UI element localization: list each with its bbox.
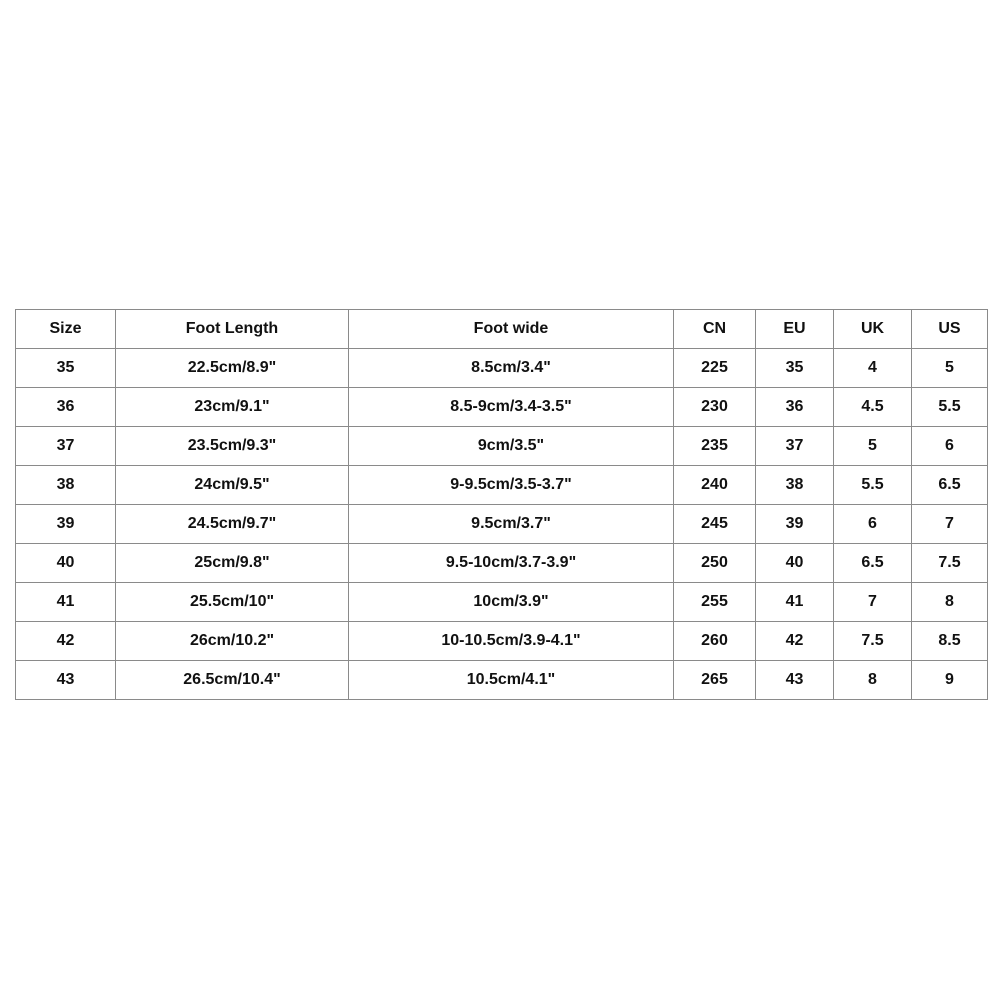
header-uk: UK xyxy=(834,310,912,349)
cell-us: 6 xyxy=(912,427,988,466)
cell-size: 40 xyxy=(16,544,116,583)
header-foot-length: Foot Length xyxy=(116,310,349,349)
cell-eu: 36 xyxy=(756,388,834,427)
cell-cn: 245 xyxy=(674,505,756,544)
cell-foot-length: 25cm/9.8" xyxy=(116,544,349,583)
cell-foot-length: 24.5cm/9.7" xyxy=(116,505,349,544)
table-row xyxy=(16,583,988,622)
header-size: Size xyxy=(16,310,116,349)
cell-foot-length: 22.5cm/8.9" xyxy=(116,349,349,388)
cell-eu: 39 xyxy=(756,505,834,544)
header-us: US xyxy=(912,310,988,349)
cell-cn: 265 xyxy=(674,661,756,700)
cell-foot-wide: 9cm/3.5" xyxy=(349,427,674,466)
cell-uk: 5 xyxy=(834,427,912,466)
header-eu: EU xyxy=(756,310,834,349)
cell-eu: 41 xyxy=(756,583,834,622)
cell-size: 42 xyxy=(16,622,116,661)
cell-foot-length: 26.5cm/10.4" xyxy=(116,661,349,700)
cell-us: 8.5 xyxy=(912,622,988,661)
header-cn: CN xyxy=(674,310,756,349)
cell-cn: 225 xyxy=(674,349,756,388)
cell-size: 41 xyxy=(16,583,116,622)
cell-us: 9 xyxy=(912,661,988,700)
table-row xyxy=(16,661,988,700)
cell-eu: 38 xyxy=(756,466,834,505)
table-header-row xyxy=(16,310,988,349)
cell-foot-wide: 9.5cm/3.7" xyxy=(349,505,674,544)
cell-us: 7.5 xyxy=(912,544,988,583)
cell-cn: 230 xyxy=(674,388,756,427)
cell-foot-length: 25.5cm/10" xyxy=(116,583,349,622)
cell-us: 5.5 xyxy=(912,388,988,427)
cell-eu: 37 xyxy=(756,427,834,466)
table-row xyxy=(16,505,988,544)
cell-eu: 43 xyxy=(756,661,834,700)
table-row xyxy=(16,622,988,661)
cell-us: 5 xyxy=(912,349,988,388)
cell-foot-wide: 10cm/3.9" xyxy=(349,583,674,622)
cell-foot-wide: 8.5cm/3.4" xyxy=(349,349,674,388)
cell-foot-wide: 10.5cm/4.1" xyxy=(349,661,674,700)
cell-size: 43 xyxy=(16,661,116,700)
table-row xyxy=(16,544,988,583)
cell-us: 6.5 xyxy=(912,466,988,505)
cell-size: 36 xyxy=(16,388,116,427)
cell-uk: 5.5 xyxy=(834,466,912,505)
cell-foot-length: 23cm/9.1" xyxy=(116,388,349,427)
cell-foot-length: 23.5cm/9.3" xyxy=(116,427,349,466)
table-row xyxy=(16,427,988,466)
cell-cn: 235 xyxy=(674,427,756,466)
cell-foot-wide: 10-10.5cm/3.9-4.1" xyxy=(349,622,674,661)
cell-foot-length: 26cm/10.2" xyxy=(116,622,349,661)
cell-us: 7 xyxy=(912,505,988,544)
cell-foot-length: 24cm/9.5" xyxy=(116,466,349,505)
cell-cn: 255 xyxy=(674,583,756,622)
cell-eu: 42 xyxy=(756,622,834,661)
cell-foot-wide: 9-9.5cm/3.5-3.7" xyxy=(349,466,674,505)
cell-uk: 6.5 xyxy=(834,544,912,583)
cell-cn: 260 xyxy=(674,622,756,661)
cell-size: 39 xyxy=(16,505,116,544)
cell-cn: 250 xyxy=(674,544,756,583)
cell-size: 35 xyxy=(16,349,116,388)
cell-uk: 6 xyxy=(834,505,912,544)
cell-eu: 35 xyxy=(756,349,834,388)
table-row xyxy=(16,388,988,427)
cell-eu: 40 xyxy=(756,544,834,583)
cell-uk: 4.5 xyxy=(834,388,912,427)
table-row xyxy=(16,349,988,388)
cell-uk: 7.5 xyxy=(834,622,912,661)
cell-foot-wide: 8.5-9cm/3.4-3.5" xyxy=(349,388,674,427)
cell-us: 8 xyxy=(912,583,988,622)
cell-size: 37 xyxy=(16,427,116,466)
cell-uk: 7 xyxy=(834,583,912,622)
table-row xyxy=(16,466,988,505)
cell-foot-wide: 9.5-10cm/3.7-3.9" xyxy=(349,544,674,583)
cell-cn: 240 xyxy=(674,466,756,505)
cell-uk: 4 xyxy=(834,349,912,388)
cell-uk: 8 xyxy=(834,661,912,700)
header-foot-wide: Foot wide xyxy=(349,310,674,349)
cell-size: 38 xyxy=(16,466,116,505)
size-chart-table xyxy=(15,309,988,700)
